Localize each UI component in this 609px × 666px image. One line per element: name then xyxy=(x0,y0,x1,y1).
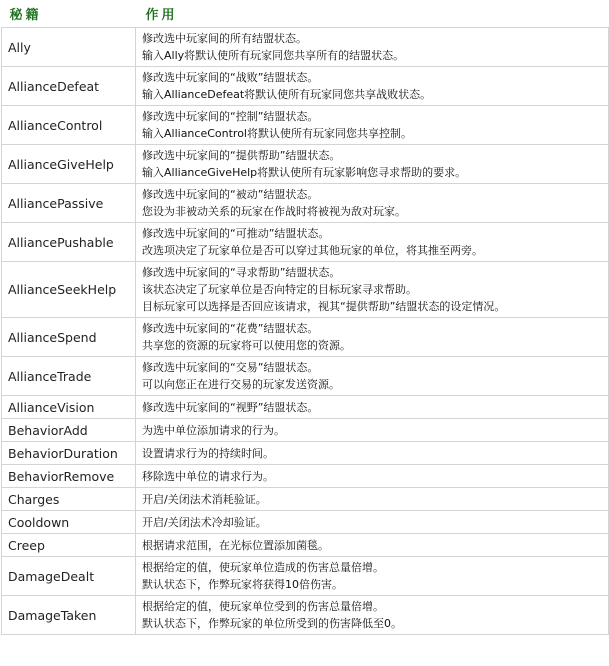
description-line: 修改选中玩家间的“可推动”结盟状态。 xyxy=(142,227,330,240)
table-row xyxy=(2,396,609,419)
table-row xyxy=(2,106,609,145)
cheat-description xyxy=(136,557,609,596)
cheat-description xyxy=(136,28,609,67)
cheat-description xyxy=(136,106,609,145)
cheat-description xyxy=(136,534,609,557)
description-line: 改选项决定了玩家单位是否可以穿过其他玩家的单位，将其推至两旁。 xyxy=(142,244,483,257)
cheat-name: BehaviorDuration xyxy=(2,442,136,465)
description-line: 您设为非被动关系的玩家在作战时将被视为敌对玩家。 xyxy=(142,205,406,218)
table-row xyxy=(2,488,609,511)
table-row xyxy=(2,67,609,106)
table-row xyxy=(2,511,609,534)
cheat-description xyxy=(136,318,609,357)
description-line: 修改选中玩家间的所有结盟状态。 xyxy=(142,32,307,45)
cheat-description xyxy=(136,465,609,488)
description-line: 为选中单位添加请求的行为。 xyxy=(142,423,285,437)
cheat-name: AllianceTrade xyxy=(2,357,136,396)
cheat-name: AllianceVision xyxy=(2,396,136,419)
description-line: 开启/关闭法术冷却验证。 xyxy=(142,515,267,529)
cheat-name: BehaviorAdd xyxy=(2,419,136,442)
description-line: 修改选中玩家间的“战败”结盟状态。 xyxy=(142,71,319,84)
description-line: 默认状态下，作弊玩家将获得10倍伤害。 xyxy=(142,578,343,591)
cheat-description xyxy=(136,184,609,223)
cheat-name: AlliancePushable xyxy=(2,223,136,262)
cheat-description xyxy=(136,223,609,262)
cheat-name: BehaviorRemove xyxy=(2,465,136,488)
description-line: 输入AllianceDefeat将默认使所有玩家同您共享战败状态。 xyxy=(142,88,432,101)
cheat-description xyxy=(136,145,609,184)
table-row xyxy=(2,534,609,557)
cheat-description xyxy=(136,262,609,318)
cheat-name: Charges xyxy=(2,488,136,511)
table-row xyxy=(2,184,609,223)
description-line: 共享您的资源的玩家将可以使用您的资源。 xyxy=(142,339,351,352)
header-effect: 作用 xyxy=(136,0,609,28)
cheat-name: AllianceSeekHelp xyxy=(2,262,136,318)
cheat-table xyxy=(1,0,609,635)
description-line: 设置请求行为的持续时间。 xyxy=(142,446,274,460)
cheat-description xyxy=(136,357,609,396)
description-line: 修改选中玩家间的“提供帮助”结盟状态。 xyxy=(142,149,341,162)
description-line: 修改选中玩家间的“视野”结盟状态。 xyxy=(142,400,319,414)
description-line: 根据给定的值，使玩家单位造成的伤害总量倍增。 xyxy=(142,561,384,574)
cheat-name: DamageTaken xyxy=(2,596,136,635)
description-line: 移除选中单位的请求行为。 xyxy=(142,469,274,483)
description-line: 该状态决定了玩家单位是否向特定的目标玩家寻求帮助。 xyxy=(142,283,417,296)
table-row xyxy=(2,357,609,396)
header-cheat: 秘籍 xyxy=(2,0,136,28)
description-line: 目标玩家可以选择是否回应该请求，视其“提供帮助”结盟状态的设定情况。 xyxy=(142,300,506,313)
cheat-name: AllianceGiveHelp xyxy=(2,145,136,184)
cheat-description xyxy=(136,67,609,106)
table-row xyxy=(2,557,609,596)
table-row xyxy=(2,596,609,635)
description-line: 修改选中玩家间的“交易”结盟状态。 xyxy=(142,361,319,374)
cheat-name: AllianceControl xyxy=(2,106,136,145)
description-line: 根据请求范围，在光标位置添加菌毯。 xyxy=(142,538,329,552)
description-line: 修改选中玩家间的“寻求帮助”结盟状态。 xyxy=(142,266,341,279)
cheat-name: AllianceDefeat xyxy=(2,67,136,106)
table-row xyxy=(2,419,609,442)
description-line: 修改选中玩家间的“被动”结盟状态。 xyxy=(142,188,319,201)
cheat-description xyxy=(136,488,609,511)
description-line: 输入AllianceGiveHelp将默认使所有玩家影响您寻求帮助的要求。 xyxy=(142,166,467,179)
table-body xyxy=(2,28,609,635)
cheat-name: AlliancePassive xyxy=(2,184,136,223)
cheat-description xyxy=(136,596,609,635)
table-row xyxy=(2,145,609,184)
cheat-name: Ally xyxy=(2,28,136,67)
cheat-name: Cooldown xyxy=(2,511,136,534)
cheat-description xyxy=(136,442,609,465)
description-line: 修改选中玩家间的“花费”结盟状态。 xyxy=(142,322,319,335)
table-row xyxy=(2,223,609,262)
description-line: 输入AllianceControl将默认使所有玩家同您共享控制。 xyxy=(142,127,412,140)
cheat-description xyxy=(136,511,609,534)
table-row xyxy=(2,262,609,318)
description-line: 默认状态下，作弊玩家的单位所受到的伤害降低至0。 xyxy=(142,617,402,630)
cheat-name: DamageDealt xyxy=(2,557,136,596)
table-row xyxy=(2,442,609,465)
table-row xyxy=(2,318,609,357)
table-header-row xyxy=(2,0,609,28)
cheat-description xyxy=(136,419,609,442)
description-line: 修改选中玩家间的“控制”结盟状态。 xyxy=(142,110,319,123)
table-row xyxy=(2,28,609,67)
table-row xyxy=(2,465,609,488)
description-line: 开启/关闭法术消耗验证。 xyxy=(142,492,267,506)
description-line: 可以向您正在进行交易的玩家发送资源。 xyxy=(142,378,340,391)
cheat-name: Creep xyxy=(2,534,136,557)
cheat-description xyxy=(136,396,609,419)
cheat-name: AllianceSpend xyxy=(2,318,136,357)
description-line: 输入Ally将默认使所有玩家同您共享所有的结盟状态。 xyxy=(142,49,405,62)
description-line: 根据给定的值，使玩家单位受到的伤害总量倍增。 xyxy=(142,600,384,613)
